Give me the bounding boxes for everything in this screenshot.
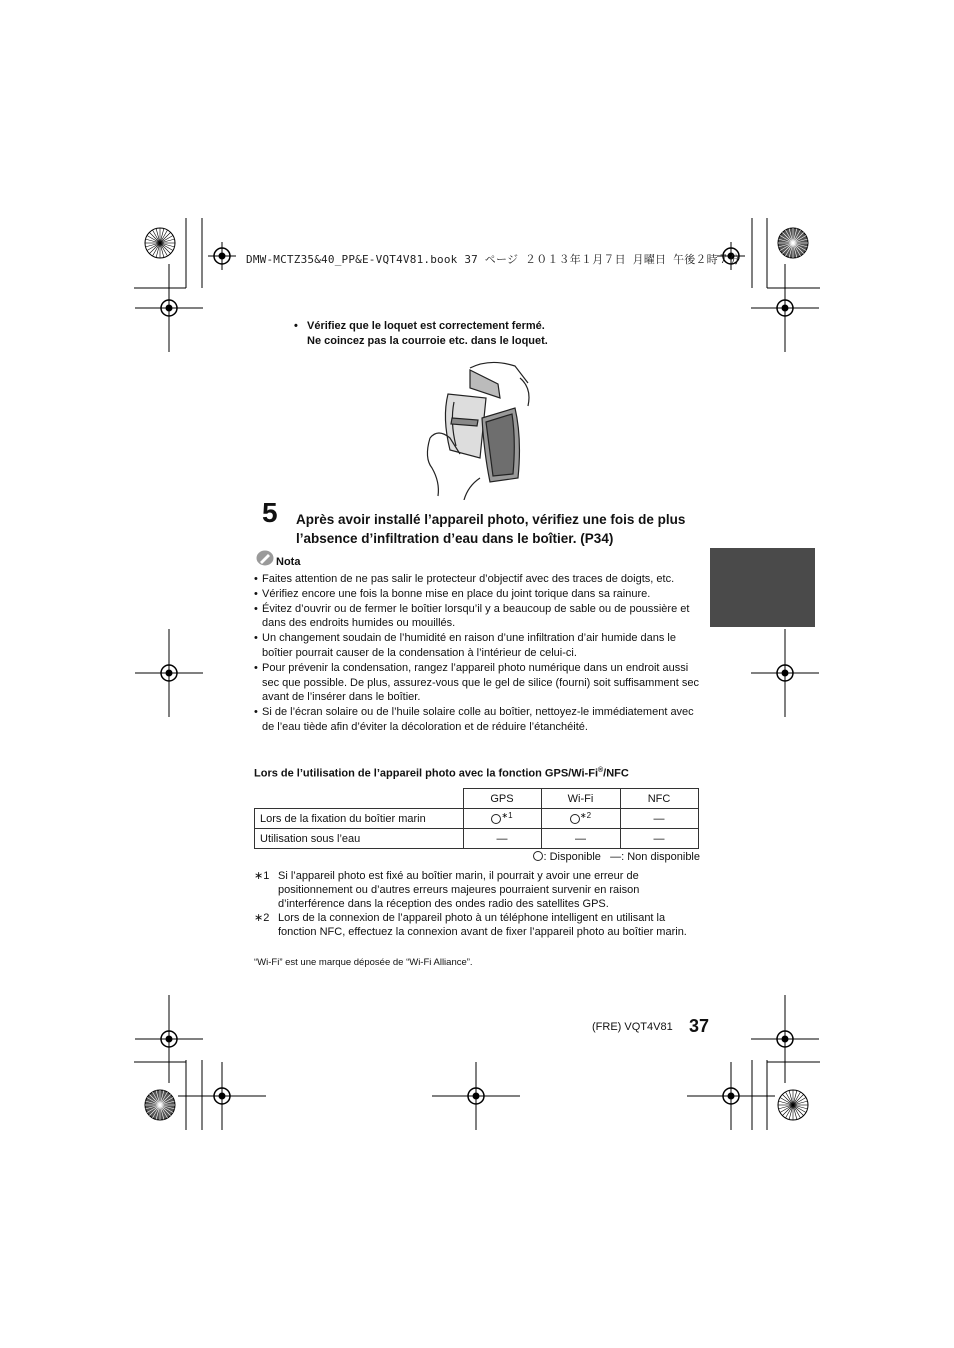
crosshair-mark xyxy=(432,1062,520,1130)
file-header-line: DMW-MCTZ35&40_PP&E-VQT4V81.book 37 ページ ２０１３年１月７日 月曜日 午後２時７分 xyxy=(246,253,741,266)
crosshair-mark xyxy=(178,1062,266,1130)
cell-nfc: — xyxy=(620,829,698,849)
crosshair-mark xyxy=(135,995,203,1083)
starburst-mark xyxy=(778,1090,808,1120)
table-row xyxy=(255,829,699,849)
intro-line-2: Ne coincez pas la courroie etc. dans le loquet. xyxy=(307,335,548,347)
crosshair-mark xyxy=(751,995,819,1083)
crosshair-mark xyxy=(208,242,236,270)
nota-list xyxy=(254,572,702,735)
crosshair-mark xyxy=(135,629,203,717)
table-header-row xyxy=(255,789,699,809)
list-item: • Si de l’écran solaire ou de l’huile solaire colle au boîtier, nettoyez-le immédiatement avec de l’eau tiède afin d’éviter la décoloration et de réduire l’étanchéité. xyxy=(254,706,694,733)
cell-wifi: ∗2 xyxy=(541,809,620,829)
cell-gps: — xyxy=(463,829,541,849)
list-item: • Vérifiez encore une fois la bonne mise en place du joint torique dans sa rainure. xyxy=(254,587,651,600)
footnote: ∗2 Lors de la connexion de l’appareil photo à un téléphone intelligent en utilisant la fonction NFC, effectuez la connexion avant de fixer l’appareil photo au boîtier marin. xyxy=(254,912,687,938)
col-wifi: Wi-Fi xyxy=(541,789,620,809)
row-label: Lors de la fixation du boîtier marin xyxy=(255,809,464,829)
footer-code: (FRE) VQT4V81 xyxy=(592,1021,673,1033)
row-label: Utilisation sous l’eau xyxy=(255,829,464,849)
available-circle-icon xyxy=(570,814,580,824)
step-number: 5 xyxy=(262,497,278,528)
section-tab xyxy=(710,548,815,627)
list-item: • Pour prévenir la condensation, rangez l’appareil photo numérique dans un endroit aussi sec que possible. De plus, assurez-vous que le gel de silice (fourni) soit suffisamment sec avant de l’insérer dans le boîtier. xyxy=(254,661,699,704)
crosshair-mark xyxy=(135,264,203,352)
page-number: 37 xyxy=(689,1016,710,1036)
step-instruction: Après avoir installé l’appareil photo, vérifiez une fois de plus l’absence d’infiltration d’eau dans le boîtier. (P34) xyxy=(296,512,686,546)
gps-section-heading: Lors de l’utilisation de l’appareil photo avec la fonction GPS/Wi-Fi®/NFC xyxy=(254,767,629,780)
availability-table xyxy=(254,788,699,849)
crosshair-mark xyxy=(751,264,819,352)
camera-latch-illustration xyxy=(420,358,535,500)
note-pencil-icon xyxy=(256,550,274,566)
starburst-mark xyxy=(145,228,175,258)
list-item: • Faites attention de ne pas salir le protecteur d’objectif avec des traces de doigts, etc. xyxy=(254,573,675,585)
list-item: • Un changement soudain de l’humidité en raison d’une infiltration d’air humide dans le boîtier pourrait causer de la condensation à l’intérieur de celui-ci. xyxy=(254,632,676,659)
cell-wifi: — xyxy=(541,829,620,849)
nota-label: Nota xyxy=(276,556,301,568)
col-gps: GPS xyxy=(463,789,541,809)
cell-gps: ∗1 xyxy=(463,809,541,829)
table-row xyxy=(255,809,699,829)
col-nfc: NFC xyxy=(620,789,698,809)
table-legend: : Disponible —: Non disponible xyxy=(533,851,700,863)
starburst-mark xyxy=(778,228,808,258)
starburst-mark xyxy=(145,1090,175,1120)
footnote: ∗1 Si l’appareil photo est fixé au boîtier marin, il pourrait y avoir une erreur de positionnement ou d’autres erreurs majeures pourraient survenir en raison d’interférence dans la réception des ondes radio des satellites GPS. xyxy=(254,870,640,910)
crosshair-mark xyxy=(687,1062,775,1130)
trademark-note: “Wi-Fi” est une marque déposée de “Wi-Fi Alliance”. xyxy=(254,957,473,968)
crosshair-mark xyxy=(751,629,819,717)
cell-nfc: — xyxy=(620,809,698,829)
available-circle-icon xyxy=(533,851,543,861)
intro-line-1: Vérifiez que le loquet est correctement fermé. xyxy=(307,320,545,332)
list-item: • Évitez d’ouvrir ou de fermer le boîtier lorsqu’il y a beaucoup de sable ou de poussière et dans des endroits humides ou mouillés. xyxy=(254,602,690,630)
intro-note xyxy=(296,319,548,349)
bullet: • xyxy=(294,320,298,332)
available-circle-icon xyxy=(491,814,501,824)
